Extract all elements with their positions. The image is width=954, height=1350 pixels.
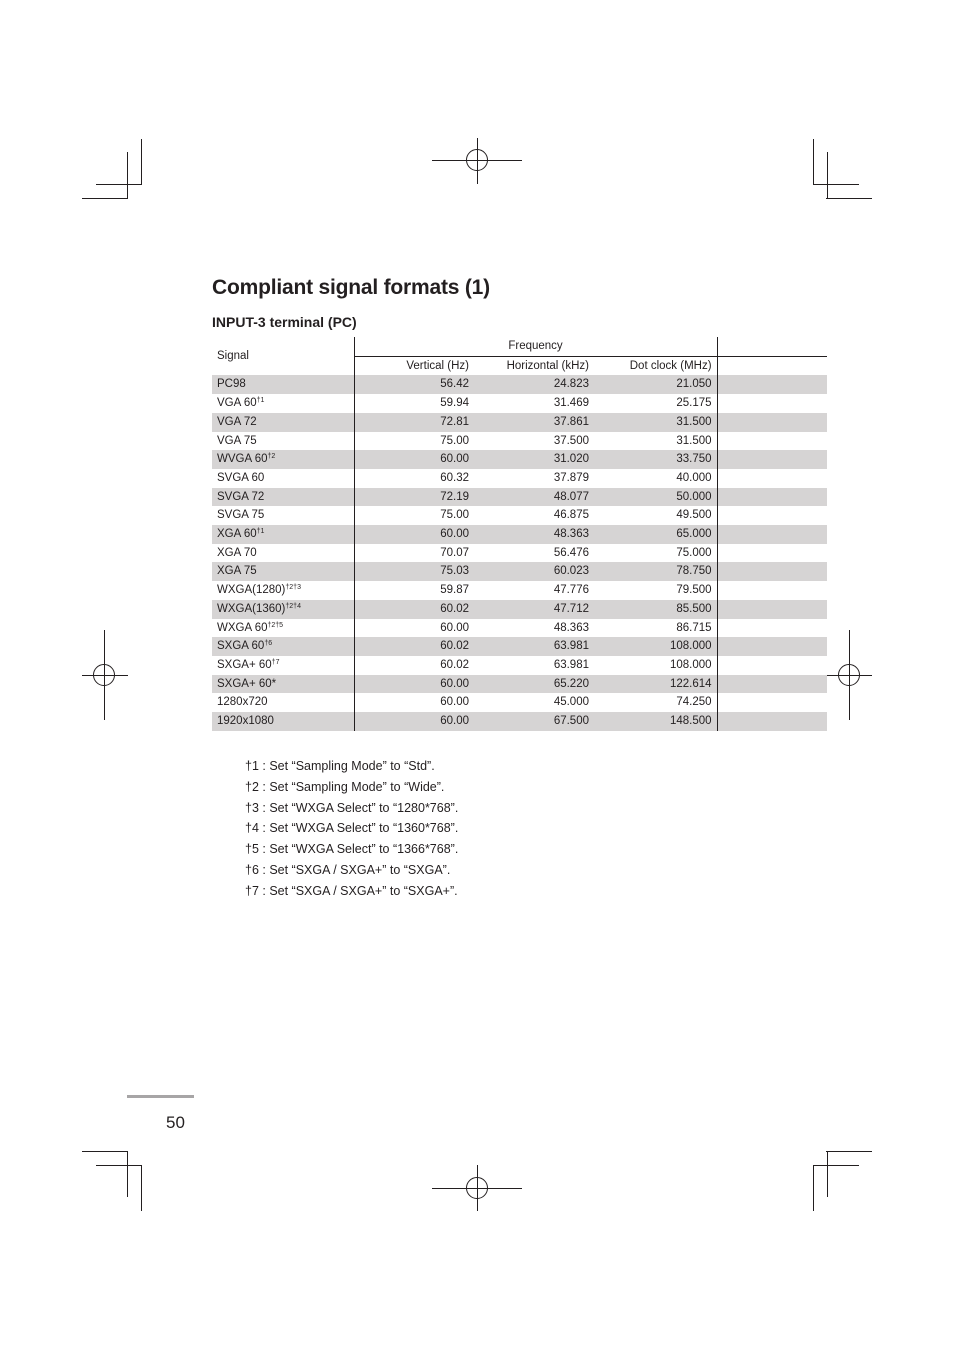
signal-name: VGA 60 xyxy=(217,397,257,410)
cell-vertical: 60.00 xyxy=(354,450,474,469)
cell-horizontal: 37.879 xyxy=(553,471,589,484)
cell-vertical: 60.02 xyxy=(440,658,469,671)
cell-dotclock: 49.500 xyxy=(594,506,717,525)
cell-signal xyxy=(212,675,354,694)
page-number-rule xyxy=(127,1095,194,1098)
column-header-signal: Signal xyxy=(212,337,354,375)
cell-dotclock: 74.250 xyxy=(594,693,717,712)
cell-horizontal: 45.000 xyxy=(553,696,589,709)
cell-blank xyxy=(717,600,827,619)
cell-blank xyxy=(717,562,827,581)
table-header-row xyxy=(212,337,827,356)
table-row xyxy=(212,394,827,413)
signal-format-table xyxy=(212,337,827,731)
cell-signal xyxy=(212,525,354,544)
footnote-reference: †2†3 xyxy=(285,584,301,592)
cell-dotclock: 40.000 xyxy=(594,469,717,488)
cell-horizontal: 63.981 xyxy=(553,658,589,671)
cell-horizontal: 48.077 xyxy=(474,488,594,507)
cell-blank xyxy=(717,637,827,656)
footnote-item: †2 : Set “Sampling Mode” to “Wide”. xyxy=(245,779,445,794)
footnote-reference: †2†4 xyxy=(285,602,301,610)
cell-blank xyxy=(717,488,827,507)
cell-dotclock: 50.000 xyxy=(594,488,717,507)
footnote-item: †6 : Set “SXGA / SXGA+” to “SXGA”. xyxy=(245,862,451,877)
signal-name: WXGA(1360) xyxy=(217,602,286,615)
cell-signal xyxy=(212,581,354,600)
table-row xyxy=(212,375,827,394)
cell-blank xyxy=(717,712,827,731)
table-row xyxy=(212,637,827,656)
footnote-reference: †6 xyxy=(264,640,273,648)
cell-blank xyxy=(717,581,827,600)
cell-vertical: 60.00 xyxy=(440,696,469,709)
cell-dotclock: 85.500 xyxy=(594,600,717,619)
cell-horizontal: 31.469 xyxy=(553,397,589,410)
cell-signal xyxy=(212,375,354,394)
cell-horizontal: 56.476 xyxy=(553,546,589,559)
cell-signal xyxy=(212,562,354,581)
signal-name: SXGA+ 60* xyxy=(217,677,277,690)
cell-dotclock: 31.500 xyxy=(594,432,717,451)
cell-blank xyxy=(717,432,827,451)
table-row xyxy=(212,581,827,600)
cell-signal xyxy=(212,600,354,619)
cell-blank xyxy=(717,450,827,469)
cell-dotclock: 108.000 xyxy=(594,637,717,656)
cell-horizontal: 63.981 xyxy=(474,637,594,656)
footnote-item: †7 : Set “SXGA / SXGA+” to “SXGA+”. xyxy=(245,883,458,898)
signal-name: PC98 xyxy=(217,378,246,391)
cell-vertical: 59.94 xyxy=(440,397,469,410)
cell-horizontal: 24.823 xyxy=(474,375,594,394)
footnote-reference: †2 xyxy=(267,453,276,461)
cell-blank xyxy=(717,675,827,694)
cell-blank xyxy=(717,656,827,675)
header-blank-cell xyxy=(717,337,827,356)
cell-signal xyxy=(212,637,354,656)
footnote-item: †5 : Set “WXGA Select” to “1366*768”. xyxy=(245,842,459,857)
cell-blank xyxy=(717,469,827,488)
cell-vertical: 60.00 xyxy=(354,675,474,694)
table-row xyxy=(212,619,827,638)
table-row xyxy=(212,693,827,712)
table-row xyxy=(212,450,827,469)
section-heading: INPUT-3 terminal (PC) xyxy=(212,314,357,330)
page-number: 50 xyxy=(166,1113,185,1132)
cell-vertical: 70.07 xyxy=(440,546,469,559)
cell-signal xyxy=(212,394,354,413)
signal-name: 1920x1080 xyxy=(217,715,274,728)
column-header-vertical: Vertical (Hz) xyxy=(406,359,469,372)
cell-blank xyxy=(717,375,827,394)
signal-name: XGA 75 xyxy=(217,565,257,578)
page-title: Compliant signal formats (1) xyxy=(212,276,490,299)
subheader-blank-cell xyxy=(717,356,827,375)
cell-signal xyxy=(212,712,354,731)
column-header-dotclock: Dot clock (MHz) xyxy=(594,356,717,375)
cell-horizontal: 46.875 xyxy=(553,509,589,522)
cell-horizontal: 47.776 xyxy=(553,584,589,597)
footnote-item: †3 : Set “WXGA Select” to “1280*768”. xyxy=(245,800,459,815)
footnote-reference: †1 xyxy=(256,397,265,405)
signal-name: SVGA 72 xyxy=(217,490,265,503)
table-row xyxy=(212,506,827,525)
footnote-item: †4 : Set “WXGA Select” to “1360*768”. xyxy=(245,821,459,836)
cell-dotclock: 31.500 xyxy=(594,413,717,432)
table-row xyxy=(212,675,827,694)
cell-signal xyxy=(212,488,354,507)
cell-vertical: 59.87 xyxy=(440,584,469,597)
cell-blank xyxy=(717,413,827,432)
cell-signal xyxy=(212,450,354,469)
cell-vertical: 75.00 xyxy=(440,509,469,522)
signal-name: VGA 75 xyxy=(217,434,257,447)
cell-blank xyxy=(717,525,827,544)
table-row xyxy=(212,600,827,619)
cell-dotclock: 25.175 xyxy=(594,394,717,413)
cell-signal xyxy=(212,619,354,638)
cell-dotclock: 33.750 xyxy=(594,450,717,469)
cell-horizontal: 47.712 xyxy=(474,600,594,619)
cell-horizontal: 48.363 xyxy=(553,621,589,634)
cell-horizontal: 37.500 xyxy=(553,434,589,447)
signal-name: WXGA 60 xyxy=(217,621,268,634)
cell-blank xyxy=(717,619,827,638)
table-row xyxy=(212,656,827,675)
table-row xyxy=(212,413,827,432)
table-row xyxy=(212,712,827,731)
cell-vertical: 60.02 xyxy=(354,637,474,656)
cell-dotclock: 79.500 xyxy=(594,581,717,600)
cell-horizontal: 65.220 xyxy=(474,675,594,694)
cell-dotclock: 65.000 xyxy=(594,525,717,544)
footnote-reference: †1 xyxy=(256,528,265,536)
cell-dotclock: 21.050 xyxy=(594,375,717,394)
signal-name: 1280x720 xyxy=(217,696,268,709)
signal-name: WXGA(1280) xyxy=(217,584,286,597)
table-row xyxy=(212,562,827,581)
cell-blank xyxy=(717,693,827,712)
cell-signal xyxy=(212,432,354,451)
cell-vertical: 75.03 xyxy=(354,562,474,581)
cell-vertical: 60.32 xyxy=(440,471,469,484)
table-row xyxy=(212,469,827,488)
cell-vertical: 72.19 xyxy=(354,488,474,507)
signal-name: WVGA 60 xyxy=(217,453,268,466)
cell-dotclock: 75.000 xyxy=(594,544,717,563)
cell-dotclock: 78.750 xyxy=(594,562,717,581)
cell-horizontal: 48.363 xyxy=(474,525,594,544)
cell-vertical: 56.42 xyxy=(354,375,474,394)
signal-name: VGA 72 xyxy=(217,415,257,428)
cell-vertical: 60.02 xyxy=(354,600,474,619)
cell-blank xyxy=(717,544,827,563)
cell-signal xyxy=(212,469,354,488)
cell-horizontal: 37.861 xyxy=(474,413,594,432)
signal-name: SXGA 60 xyxy=(217,640,265,653)
cell-dotclock: 108.000 xyxy=(594,656,717,675)
cell-vertical: 72.81 xyxy=(354,413,474,432)
cell-horizontal: 67.500 xyxy=(474,712,594,731)
table-row xyxy=(212,432,827,451)
cell-blank xyxy=(717,506,827,525)
cell-signal xyxy=(212,413,354,432)
cell-dotclock: 86.715 xyxy=(594,619,717,638)
footnote-item: †1 : Set “Sampling Mode” to “Std”. xyxy=(245,759,435,773)
cell-signal xyxy=(212,656,354,675)
table-row xyxy=(212,488,827,507)
signal-name: XGA 60 xyxy=(217,528,257,541)
cell-signal xyxy=(212,544,354,563)
cell-vertical: 75.00 xyxy=(440,434,469,447)
cell-signal xyxy=(212,693,354,712)
signal-name: XGA 70 xyxy=(217,546,257,559)
signal-name: SXGA+ 60 xyxy=(217,658,272,671)
signal-name: SVGA 60 xyxy=(217,471,265,484)
cell-dotclock: 122.614 xyxy=(594,675,717,694)
cell-horizontal: 60.023 xyxy=(474,562,594,581)
cell-horizontal: 31.020 xyxy=(474,450,594,469)
footnotes xyxy=(245,756,458,902)
footnote-reference: †7 xyxy=(271,658,280,666)
column-header-frequency: Frequency xyxy=(354,337,717,356)
signal-name: SVGA 75 xyxy=(217,509,265,522)
table-body xyxy=(212,375,827,730)
cell-vertical: 60.00 xyxy=(354,525,474,544)
column-header-horizontal: Horizontal (kHz) xyxy=(506,359,589,372)
cell-dotclock: 148.500 xyxy=(594,712,717,731)
table-row xyxy=(212,544,827,563)
cell-signal xyxy=(212,506,354,525)
table-row xyxy=(212,525,827,544)
footnote-reference: †2†5 xyxy=(267,621,284,629)
cell-blank xyxy=(717,394,827,413)
cell-vertical: 60.00 xyxy=(440,621,469,634)
cell-vertical: 60.00 xyxy=(354,712,474,731)
